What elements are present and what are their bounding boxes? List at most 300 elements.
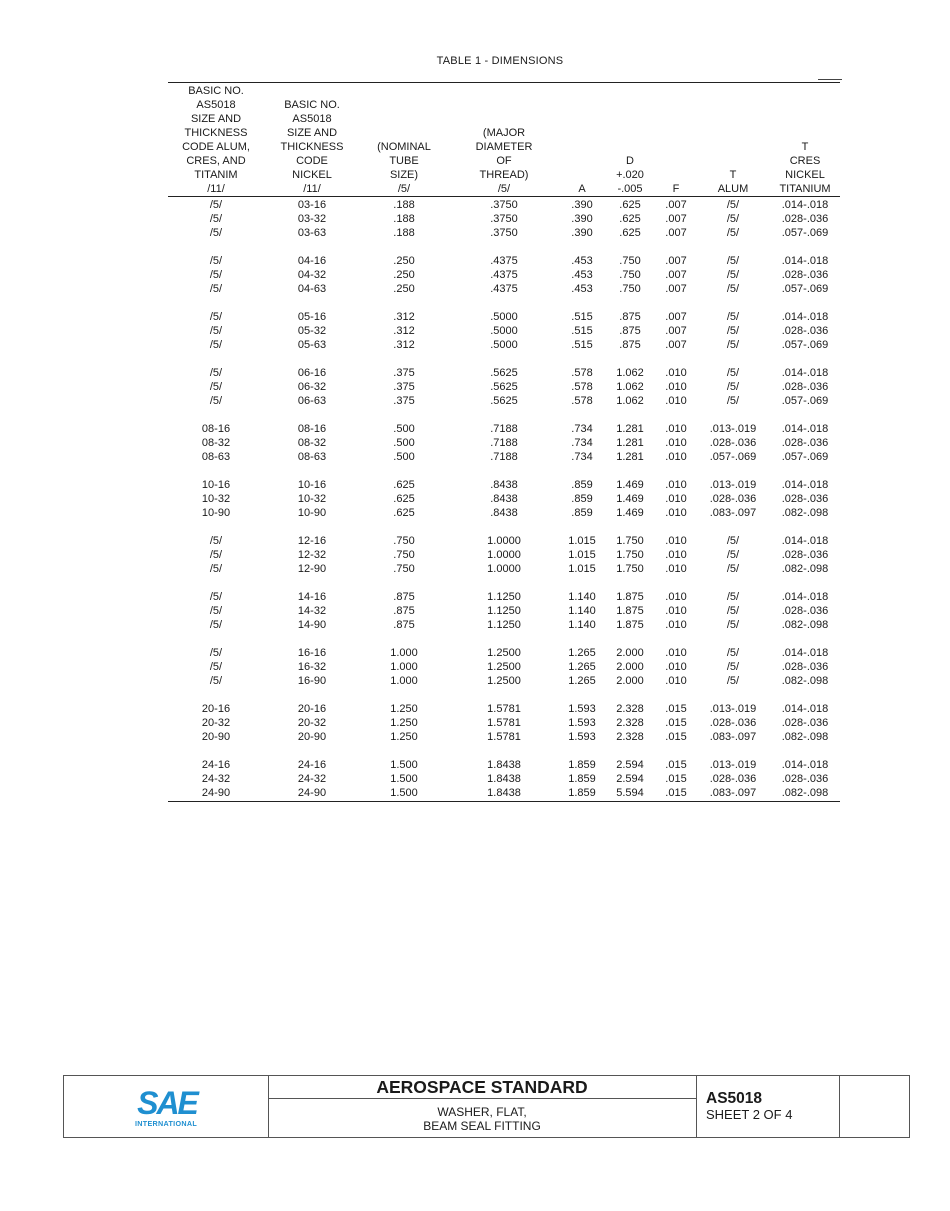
document-number: AS5018 xyxy=(706,1090,763,1107)
table-cell: 1.2500 xyxy=(487,647,521,659)
table-bottom-rule xyxy=(168,801,840,802)
table-cell: /5/ xyxy=(209,591,223,603)
table-cell: .007 xyxy=(665,269,687,281)
table-cell: .010 xyxy=(665,591,687,603)
table-row xyxy=(168,310,840,324)
group-spacer xyxy=(168,520,840,534)
table-row xyxy=(168,590,840,604)
table-cell: 1.250 xyxy=(390,717,418,729)
logo-text: SAE xyxy=(137,1085,197,1121)
table-cell: /5/ xyxy=(209,661,223,673)
table-cell: .750 xyxy=(619,255,641,267)
table-cell: /5/ xyxy=(726,605,740,617)
table-cell: .625 xyxy=(619,227,641,239)
column-header: D +.020 -.005 xyxy=(604,84,656,197)
table-cell: 1.2500 xyxy=(487,675,521,687)
table-cell: .250 xyxy=(393,269,415,281)
table-cell: 1.8438 xyxy=(487,773,521,785)
table-cell: .375 xyxy=(393,381,415,393)
table-cell: 1.140 xyxy=(568,591,596,603)
table-cell: 20-90 xyxy=(201,731,231,743)
column-header: (NOMINAL TUBE SIZE) /5/ xyxy=(360,84,448,197)
table-cell: .5625 xyxy=(490,395,518,407)
table-cell: /5/ xyxy=(726,661,740,673)
table-cell: .875 xyxy=(619,339,641,351)
table-row xyxy=(168,730,840,744)
table-cell: 06-32 xyxy=(297,381,327,393)
table-cell: .010 xyxy=(665,479,687,491)
table-cell: .057-.069 xyxy=(781,395,829,407)
title-cell xyxy=(268,1076,697,1137)
table-cell: /5/ xyxy=(726,675,740,687)
table-cell: 2.594 xyxy=(616,773,644,785)
table-cell: .625 xyxy=(393,493,415,505)
table-cell: .010 xyxy=(665,395,687,407)
table-cell: 1.265 xyxy=(568,675,596,687)
table-row xyxy=(168,324,840,338)
table-cell: .082-.098 xyxy=(781,787,829,799)
subtitle-line-1: WASHER, FLAT, xyxy=(437,1105,527,1119)
table-cell: 1.0000 xyxy=(487,563,521,575)
table-cell: 12-16 xyxy=(297,535,327,547)
table-cell: .312 xyxy=(393,339,415,351)
table-cell: 1.000 xyxy=(390,661,418,673)
table-cell: 14-32 xyxy=(297,605,327,617)
table-cell: /5/ xyxy=(726,549,740,561)
table-cell: .750 xyxy=(619,283,641,295)
table-cell: .453 xyxy=(571,283,593,295)
table-cell: .625 xyxy=(393,507,415,519)
dimensions-table xyxy=(168,84,840,800)
table-cell: /5/ xyxy=(726,381,740,393)
table-cell: .250 xyxy=(393,255,415,267)
table-cell: 10-90 xyxy=(201,507,231,519)
table-cell: 2.000 xyxy=(616,647,644,659)
table-cell: 1.281 xyxy=(616,423,644,435)
table-cell: .010 xyxy=(665,647,687,659)
table-cell: .3750 xyxy=(490,199,518,211)
table-cell: .014-.018 xyxy=(781,311,829,323)
table-cell: /5/ xyxy=(209,535,223,547)
table-cell: .010 xyxy=(665,563,687,575)
table-row xyxy=(168,338,840,352)
table-cell: .750 xyxy=(393,563,415,575)
table-cell: 08-63 xyxy=(201,451,231,463)
table-cell: .3750 xyxy=(490,227,518,239)
table-cell: /5/ xyxy=(209,255,223,267)
table-cell: 1.5781 xyxy=(487,731,521,743)
table-cell: 14-90 xyxy=(297,619,327,631)
table-cell: 1.859 xyxy=(568,759,596,771)
table-cell: 1.750 xyxy=(616,535,644,547)
table-cell: .028-.036 xyxy=(781,773,829,785)
table-cell: /5/ xyxy=(209,325,223,337)
group-spacer xyxy=(168,296,840,310)
table-cell: .750 xyxy=(393,535,415,547)
table-cell: .734 xyxy=(571,451,593,463)
table-cell: .500 xyxy=(393,423,415,435)
table-cell: /5/ xyxy=(209,283,223,295)
table-cell: .015 xyxy=(665,787,687,799)
table-cell: .390 xyxy=(571,227,593,239)
table-cell: .8438 xyxy=(490,507,518,519)
table-cell: 1.0000 xyxy=(487,535,521,547)
table-cell: /5/ xyxy=(209,381,223,393)
table-cell: 10-32 xyxy=(297,493,327,505)
table-cell: 14-16 xyxy=(297,591,327,603)
table-cell: 2.000 xyxy=(616,675,644,687)
table-cell: .057-.069 xyxy=(781,451,829,463)
table-row xyxy=(168,660,840,674)
table-cell: 1.265 xyxy=(568,647,596,659)
table-cell: 1.281 xyxy=(616,437,644,449)
table-cell: .082-.098 xyxy=(781,507,829,519)
table-cell: 2.328 xyxy=(616,717,644,729)
table-cell: .312 xyxy=(393,325,415,337)
table-cell: 1.8438 xyxy=(487,787,521,799)
table-cell: 20-32 xyxy=(297,717,327,729)
table-cell: /5/ xyxy=(209,227,223,239)
column-header: A xyxy=(560,84,604,197)
table-cell: .028-.036 xyxy=(781,549,829,561)
table-cell: 1.500 xyxy=(390,787,418,799)
table-cell: .083-.097 xyxy=(709,731,757,743)
table-cell: /5/ xyxy=(209,367,223,379)
table-cell: 1.469 xyxy=(616,479,644,491)
table-cell: .7188 xyxy=(490,437,518,449)
table-cell: .007 xyxy=(665,311,687,323)
table-cell: 24-16 xyxy=(201,759,231,771)
table-cell: 1.593 xyxy=(568,703,596,715)
table-cell: 1.750 xyxy=(616,563,644,575)
logo-subtext: INTERNATIONAL xyxy=(134,1119,198,1128)
table-cell: 1.750 xyxy=(616,549,644,561)
table-cell: /5/ xyxy=(209,395,223,407)
table-cell: .014-.018 xyxy=(781,423,829,435)
table-cell: .083-.097 xyxy=(709,787,757,799)
table-row xyxy=(168,562,840,576)
table-cell: 1.500 xyxy=(390,759,418,771)
table-cell: 1.469 xyxy=(616,493,644,505)
table-row xyxy=(168,646,840,660)
table-cell: .010 xyxy=(665,675,687,687)
table-cell: 04-63 xyxy=(297,283,327,295)
table-cell: /5/ xyxy=(726,311,740,323)
sae-logo-icon xyxy=(132,1084,202,1130)
table-cell: 05-16 xyxy=(297,311,327,323)
table-top-rule-tick xyxy=(818,79,842,80)
table-cell: .028-.036 xyxy=(781,325,829,337)
table-cell: 1.015 xyxy=(568,535,596,547)
table-cell: 24-32 xyxy=(201,773,231,785)
table-cell: 1.015 xyxy=(568,549,596,561)
table-row xyxy=(168,786,840,800)
table-cell: 20-32 xyxy=(201,717,231,729)
table-cell: .010 xyxy=(665,605,687,617)
table-cell: 03-63 xyxy=(297,227,327,239)
table-cell: 1.0000 xyxy=(487,549,521,561)
table-cell: 1.1250 xyxy=(487,591,521,603)
table-cell: .028-.036 xyxy=(781,437,829,449)
table-cell: /5/ xyxy=(726,591,740,603)
table-cell: /5/ xyxy=(726,325,740,337)
group-spacer xyxy=(168,744,840,758)
table-cell: .5625 xyxy=(490,381,518,393)
table-cell: .014-.018 xyxy=(781,647,829,659)
table-row xyxy=(168,366,840,380)
table-cell: /5/ xyxy=(209,213,223,225)
sheet-number: SHEET 2 OF 4 xyxy=(706,1107,793,1122)
table-cell: .028-.036 xyxy=(781,661,829,673)
table-cell: .625 xyxy=(619,213,641,225)
table-cell: .014-.018 xyxy=(781,591,829,603)
table-row xyxy=(168,506,840,520)
table-row xyxy=(168,772,840,786)
column-header: BASIC NO. AS5018 SIZE AND THICKNESS CODE NICKEL /11/ xyxy=(264,84,360,197)
table-cell: 1.859 xyxy=(568,773,596,785)
table-cell: .028-.036 xyxy=(781,493,829,505)
table-cell: 05-32 xyxy=(297,325,327,337)
table-cell: /5/ xyxy=(726,199,740,211)
table-cell: 1.281 xyxy=(616,451,644,463)
table-row xyxy=(168,226,840,240)
table-cell: .515 xyxy=(571,311,593,323)
table-top-rule xyxy=(168,82,840,83)
table-cell: .875 xyxy=(393,591,415,603)
table-cell: 1.5781 xyxy=(487,717,521,729)
table-cell: .5000 xyxy=(490,339,518,351)
document-subtitle xyxy=(268,1099,696,1133)
table-cell: .007 xyxy=(665,255,687,267)
table-row xyxy=(168,394,840,408)
table-cell: .390 xyxy=(571,199,593,211)
table-cell: .4375 xyxy=(490,283,518,295)
table-cell: .188 xyxy=(393,213,415,225)
table-cell: 20-16 xyxy=(201,703,231,715)
table-cell: 06-63 xyxy=(297,395,327,407)
standard-heading: AEROSPACE STANDARD xyxy=(268,1076,696,1099)
table-cell: 2.000 xyxy=(616,661,644,673)
table-cell: .734 xyxy=(571,437,593,449)
table-cell: 08-16 xyxy=(297,423,327,435)
table-header-row xyxy=(168,84,840,197)
table-cell: .453 xyxy=(571,255,593,267)
table-cell: 24-90 xyxy=(201,787,231,799)
table-cell: .007 xyxy=(665,325,687,337)
table-cell: .859 xyxy=(571,479,593,491)
table-cell: .014-.018 xyxy=(781,479,829,491)
table-cell: .010 xyxy=(665,437,687,449)
table-cell: 24-16 xyxy=(297,759,327,771)
table-cell: .390 xyxy=(571,213,593,225)
group-spacer xyxy=(168,408,840,422)
table-cell: /5/ xyxy=(209,605,223,617)
table-cell: /5/ xyxy=(726,563,740,575)
table-cell: .007 xyxy=(665,339,687,351)
table-cell: .028-.036 xyxy=(781,717,829,729)
table-cell: .188 xyxy=(393,227,415,239)
table-cell: 1.062 xyxy=(616,367,644,379)
table-cell: 1.875 xyxy=(616,619,644,631)
table-cell: 1.593 xyxy=(568,731,596,743)
group-spacer xyxy=(168,632,840,646)
table-row xyxy=(168,282,840,296)
table-cell: 1.875 xyxy=(616,605,644,617)
table-cell: .007 xyxy=(665,227,687,239)
table-cell: 1.2500 xyxy=(487,661,521,673)
table-row xyxy=(168,254,840,268)
table-cell: .015 xyxy=(665,759,687,771)
table-cell: 24-90 xyxy=(297,787,327,799)
table-cell: /5/ xyxy=(726,535,740,547)
table-cell: .057-.069 xyxy=(781,283,829,295)
table-cell: .500 xyxy=(393,451,415,463)
document-number-cell xyxy=(696,1076,840,1137)
table-cell: .5625 xyxy=(490,367,518,379)
table-cell: .082-.098 xyxy=(781,563,829,575)
table-cell: /5/ xyxy=(209,269,223,281)
table-cell: .082-.098 xyxy=(781,731,829,743)
table-cell: .500 xyxy=(393,437,415,449)
table-cell: 04-16 xyxy=(297,255,327,267)
table-cell: 1.250 xyxy=(390,703,418,715)
table-cell: 08-32 xyxy=(297,437,327,449)
table-cell: .7188 xyxy=(490,451,518,463)
table-cell: .4375 xyxy=(490,269,518,281)
table-cell: /5/ xyxy=(209,549,223,561)
table-body xyxy=(168,197,840,801)
table-cell: 5.594 xyxy=(616,787,644,799)
table-cell: 1.062 xyxy=(616,381,644,393)
table-cell: 1.265 xyxy=(568,661,596,673)
table-cell: .578 xyxy=(571,367,593,379)
subtitle-line-2: BEAM SEAL FITTING xyxy=(423,1119,541,1133)
table-cell: 16-16 xyxy=(297,647,327,659)
table-cell: .875 xyxy=(619,311,641,323)
group-spacer xyxy=(168,688,840,702)
group-spacer xyxy=(168,240,840,254)
table-cell: .057-.069 xyxy=(781,227,829,239)
table-cell: .082-.098 xyxy=(781,619,829,631)
table-cell: /5/ xyxy=(726,367,740,379)
table-cell: /5/ xyxy=(209,675,223,687)
table-cell: .057-.069 xyxy=(709,451,757,463)
table-cell: .375 xyxy=(393,395,415,407)
table-cell: .057-.069 xyxy=(781,339,829,351)
table-cell: .015 xyxy=(665,773,687,785)
table-cell: 1.1250 xyxy=(487,605,521,617)
table-row xyxy=(168,380,840,394)
table-cell: /5/ xyxy=(726,647,740,659)
table-row xyxy=(168,548,840,562)
table-cell: .007 xyxy=(665,213,687,225)
table-cell: .015 xyxy=(665,731,687,743)
table-cell: 08-16 xyxy=(201,423,231,435)
logo-cell xyxy=(64,1076,269,1137)
table-cell: 10-90 xyxy=(297,507,327,519)
title-block xyxy=(63,1075,910,1138)
group-spacer xyxy=(168,352,840,366)
table-cell: .014-.018 xyxy=(781,199,829,211)
table-cell: .515 xyxy=(571,339,593,351)
table-cell: .515 xyxy=(571,325,593,337)
table-cell: /5/ xyxy=(726,255,740,267)
table-cell: .028-.036 xyxy=(781,605,829,617)
table-cell: 08-32 xyxy=(201,437,231,449)
table-cell: 20-90 xyxy=(297,731,327,743)
table-cell: /5/ xyxy=(726,395,740,407)
table-cell: /5/ xyxy=(209,563,223,575)
table-cell: .578 xyxy=(571,395,593,407)
table-cell: /5/ xyxy=(726,339,740,351)
table-cell: .028-.036 xyxy=(781,381,829,393)
table-cell: .375 xyxy=(393,367,415,379)
table-cell: /5/ xyxy=(209,339,223,351)
table-cell: /5/ xyxy=(726,619,740,631)
table-row xyxy=(168,478,840,492)
table-cell: 03-32 xyxy=(297,213,327,225)
table-cell: .015 xyxy=(665,717,687,729)
table-cell: .8438 xyxy=(490,479,518,491)
table-cell: .083-.097 xyxy=(709,507,757,519)
table-row xyxy=(168,534,840,548)
table-cell: 24-32 xyxy=(297,773,327,785)
table-row xyxy=(168,212,840,226)
table-cell: .013-.019 xyxy=(709,703,757,715)
table-cell: 2.328 xyxy=(616,731,644,743)
table-cell: .028-.036 xyxy=(709,773,757,785)
table-cell: .010 xyxy=(665,619,687,631)
table-cell: .013-.019 xyxy=(709,423,757,435)
table-cell: .010 xyxy=(665,661,687,673)
table-cell: .750 xyxy=(619,269,641,281)
table-cell: 16-90 xyxy=(297,675,327,687)
table-cell: .010 xyxy=(665,367,687,379)
table-cell: .015 xyxy=(665,703,687,715)
table-cell: /5/ xyxy=(209,199,223,211)
table-cell: 1.469 xyxy=(616,507,644,519)
table-cell: 10-16 xyxy=(201,479,231,491)
table-cell: 1.140 xyxy=(568,605,596,617)
table-row xyxy=(168,758,840,772)
table-cell: .859 xyxy=(571,493,593,505)
table-cell: 1.859 xyxy=(568,787,596,799)
table-cell: 1.5781 xyxy=(487,703,521,715)
table-cell: .082-.098 xyxy=(781,675,829,687)
column-header: F xyxy=(656,84,696,197)
table-cell: .453 xyxy=(571,269,593,281)
column-header: BASIC NO. AS5018 SIZE AND THICKNESS CODE ALUM, CRES, AND TITANIM /11/ xyxy=(168,84,264,197)
table-cell: .028-.036 xyxy=(781,213,829,225)
table-cell: .010 xyxy=(665,423,687,435)
table-cell: .750 xyxy=(393,549,415,561)
table-row xyxy=(168,702,840,716)
table-cell: .010 xyxy=(665,507,687,519)
table-cell: .3750 xyxy=(490,213,518,225)
table-cell: /5/ xyxy=(726,213,740,225)
table-cell: .007 xyxy=(665,283,687,295)
table-cell: .578 xyxy=(571,381,593,393)
column-header: T CRES NICKEL TITANIUM xyxy=(770,84,840,197)
table-cell: /5/ xyxy=(726,283,740,295)
table-row xyxy=(168,450,840,464)
table-row xyxy=(168,268,840,282)
table-cell: 2.328 xyxy=(616,703,644,715)
table-cell: 1.140 xyxy=(568,619,596,631)
table-cell: .8438 xyxy=(490,493,518,505)
table-cell: 1.500 xyxy=(390,773,418,785)
table-row xyxy=(168,436,840,450)
